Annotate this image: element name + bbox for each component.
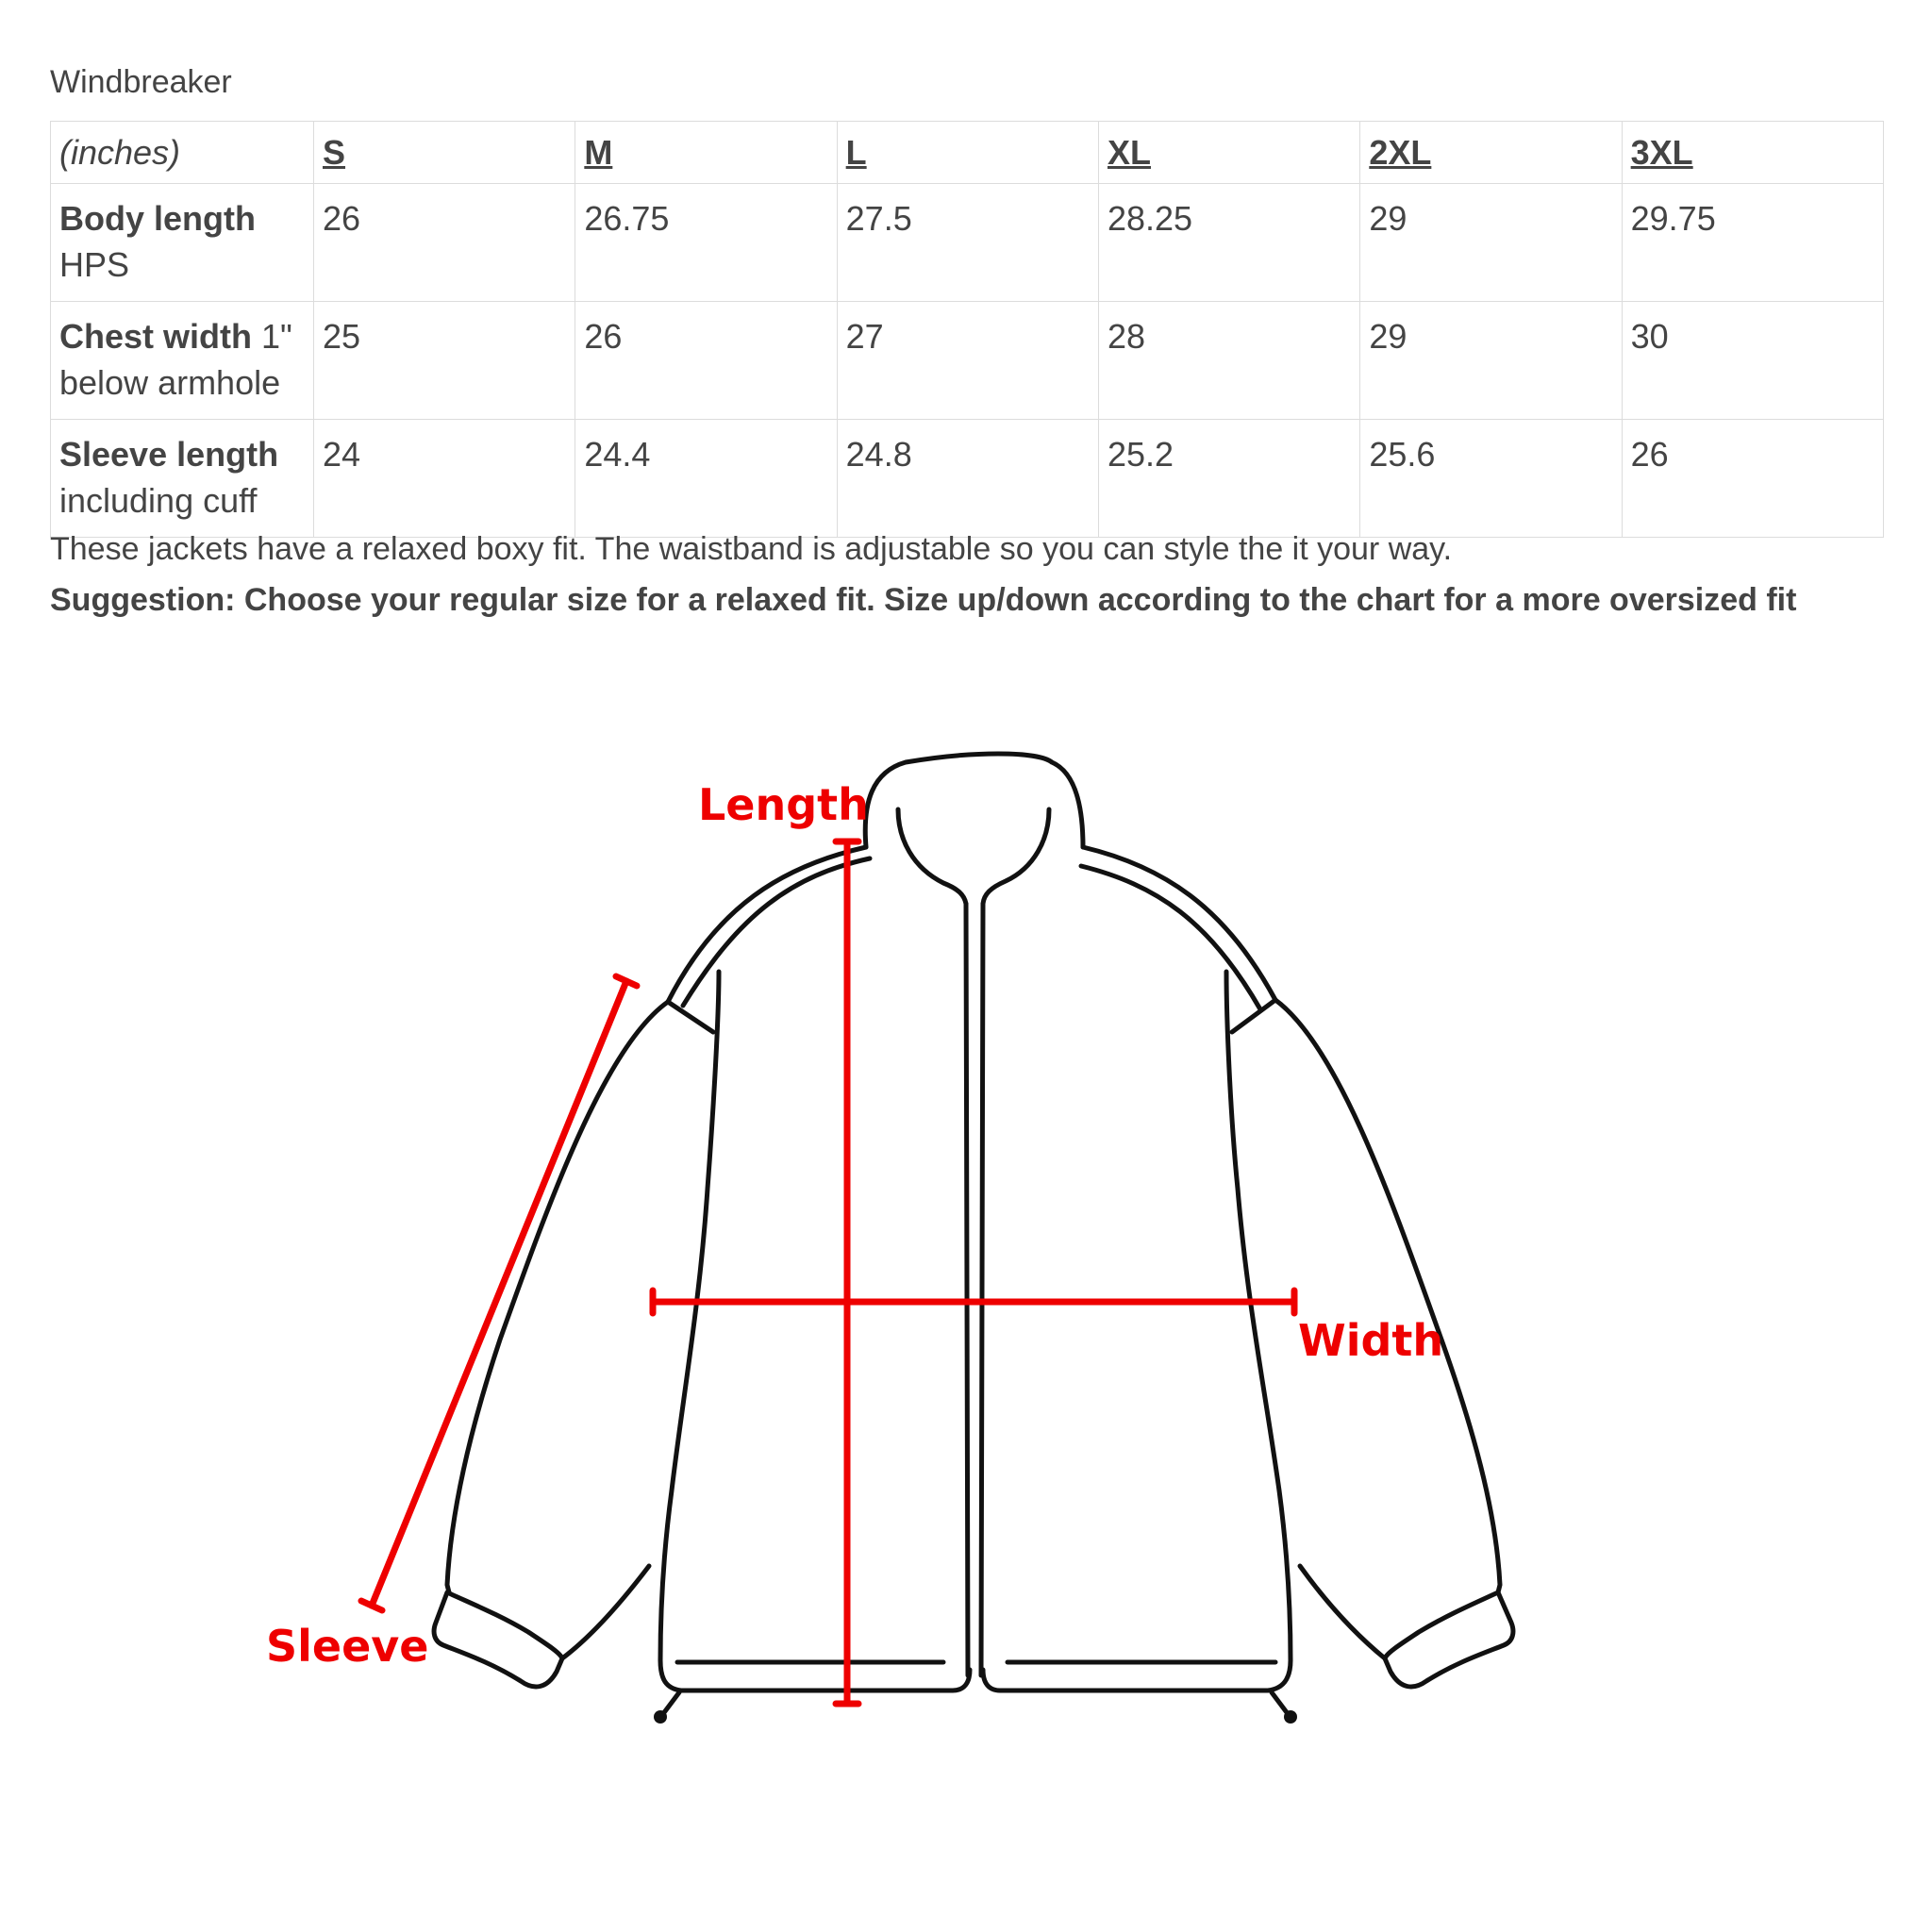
width-label: Width xyxy=(1298,1315,1444,1366)
table-cell: 24.4 xyxy=(575,420,837,538)
table-cell: 24 xyxy=(314,420,575,538)
left-drawcord-toggle xyxy=(654,1710,667,1724)
table-cell: 26 xyxy=(314,184,575,302)
table-cell: 24.8 xyxy=(837,420,1098,538)
row-label-detail: including cuff xyxy=(59,481,258,520)
fit-note: These jackets have a relaxed boxy fit. The waistband is adjustable so you can style the it your way. xyxy=(50,531,1453,567)
row-label-bold: Body length xyxy=(59,199,256,238)
table-cell: 26 xyxy=(1622,420,1883,538)
table-cell: 25 xyxy=(314,302,575,420)
jacket-outline xyxy=(434,754,1513,1715)
table-cell: 27.5 xyxy=(837,184,1098,302)
sleeve-label: Sleeve xyxy=(266,1621,429,1672)
row-label-bold: Sleeve length xyxy=(59,435,279,474)
size-header-3xl: 3XL xyxy=(1622,122,1883,184)
table-cell: 29.75 xyxy=(1622,184,1883,302)
sleeve-line-cap-bottom xyxy=(361,1601,382,1610)
measurement-lines xyxy=(361,841,1294,1704)
table-cell: 29 xyxy=(1360,184,1622,302)
row-label-bold: Chest width xyxy=(59,317,252,356)
table-cell: 27 xyxy=(837,302,1098,420)
product-title: Windbreaker xyxy=(50,64,232,100)
length-label: Length xyxy=(698,779,869,830)
unit-label: (inches) xyxy=(51,122,314,184)
size-header-s: S xyxy=(314,122,575,184)
table-cell: 25.6 xyxy=(1360,420,1622,538)
row-label-detail: 1" below armhole xyxy=(59,317,292,402)
right-drawcord-toggle xyxy=(1284,1710,1297,1724)
row-label-detail: HPS xyxy=(59,245,130,284)
sleeve-line-cap-top xyxy=(616,976,637,986)
size-suggestion: Suggestion: Choose your regular size for a relaxed fit. Size up/down according to the chart for a more oversized fit xyxy=(50,582,1797,618)
table-cell: 30 xyxy=(1622,302,1883,420)
table-cell: 28.25 xyxy=(1098,184,1359,302)
table-cell: 28 xyxy=(1098,302,1359,420)
size-header-xl: XL xyxy=(1098,122,1359,184)
sleeve-line xyxy=(372,981,626,1606)
size-header-2xl: 2XL xyxy=(1360,122,1622,184)
size-header-l: L xyxy=(837,122,1098,184)
table-cell: 29 xyxy=(1360,302,1622,420)
table-cell: 25.2 xyxy=(1098,420,1359,538)
size-header-m: M xyxy=(575,122,837,184)
table-cell: 26.75 xyxy=(575,184,837,302)
table-cell: 26 xyxy=(575,302,837,420)
